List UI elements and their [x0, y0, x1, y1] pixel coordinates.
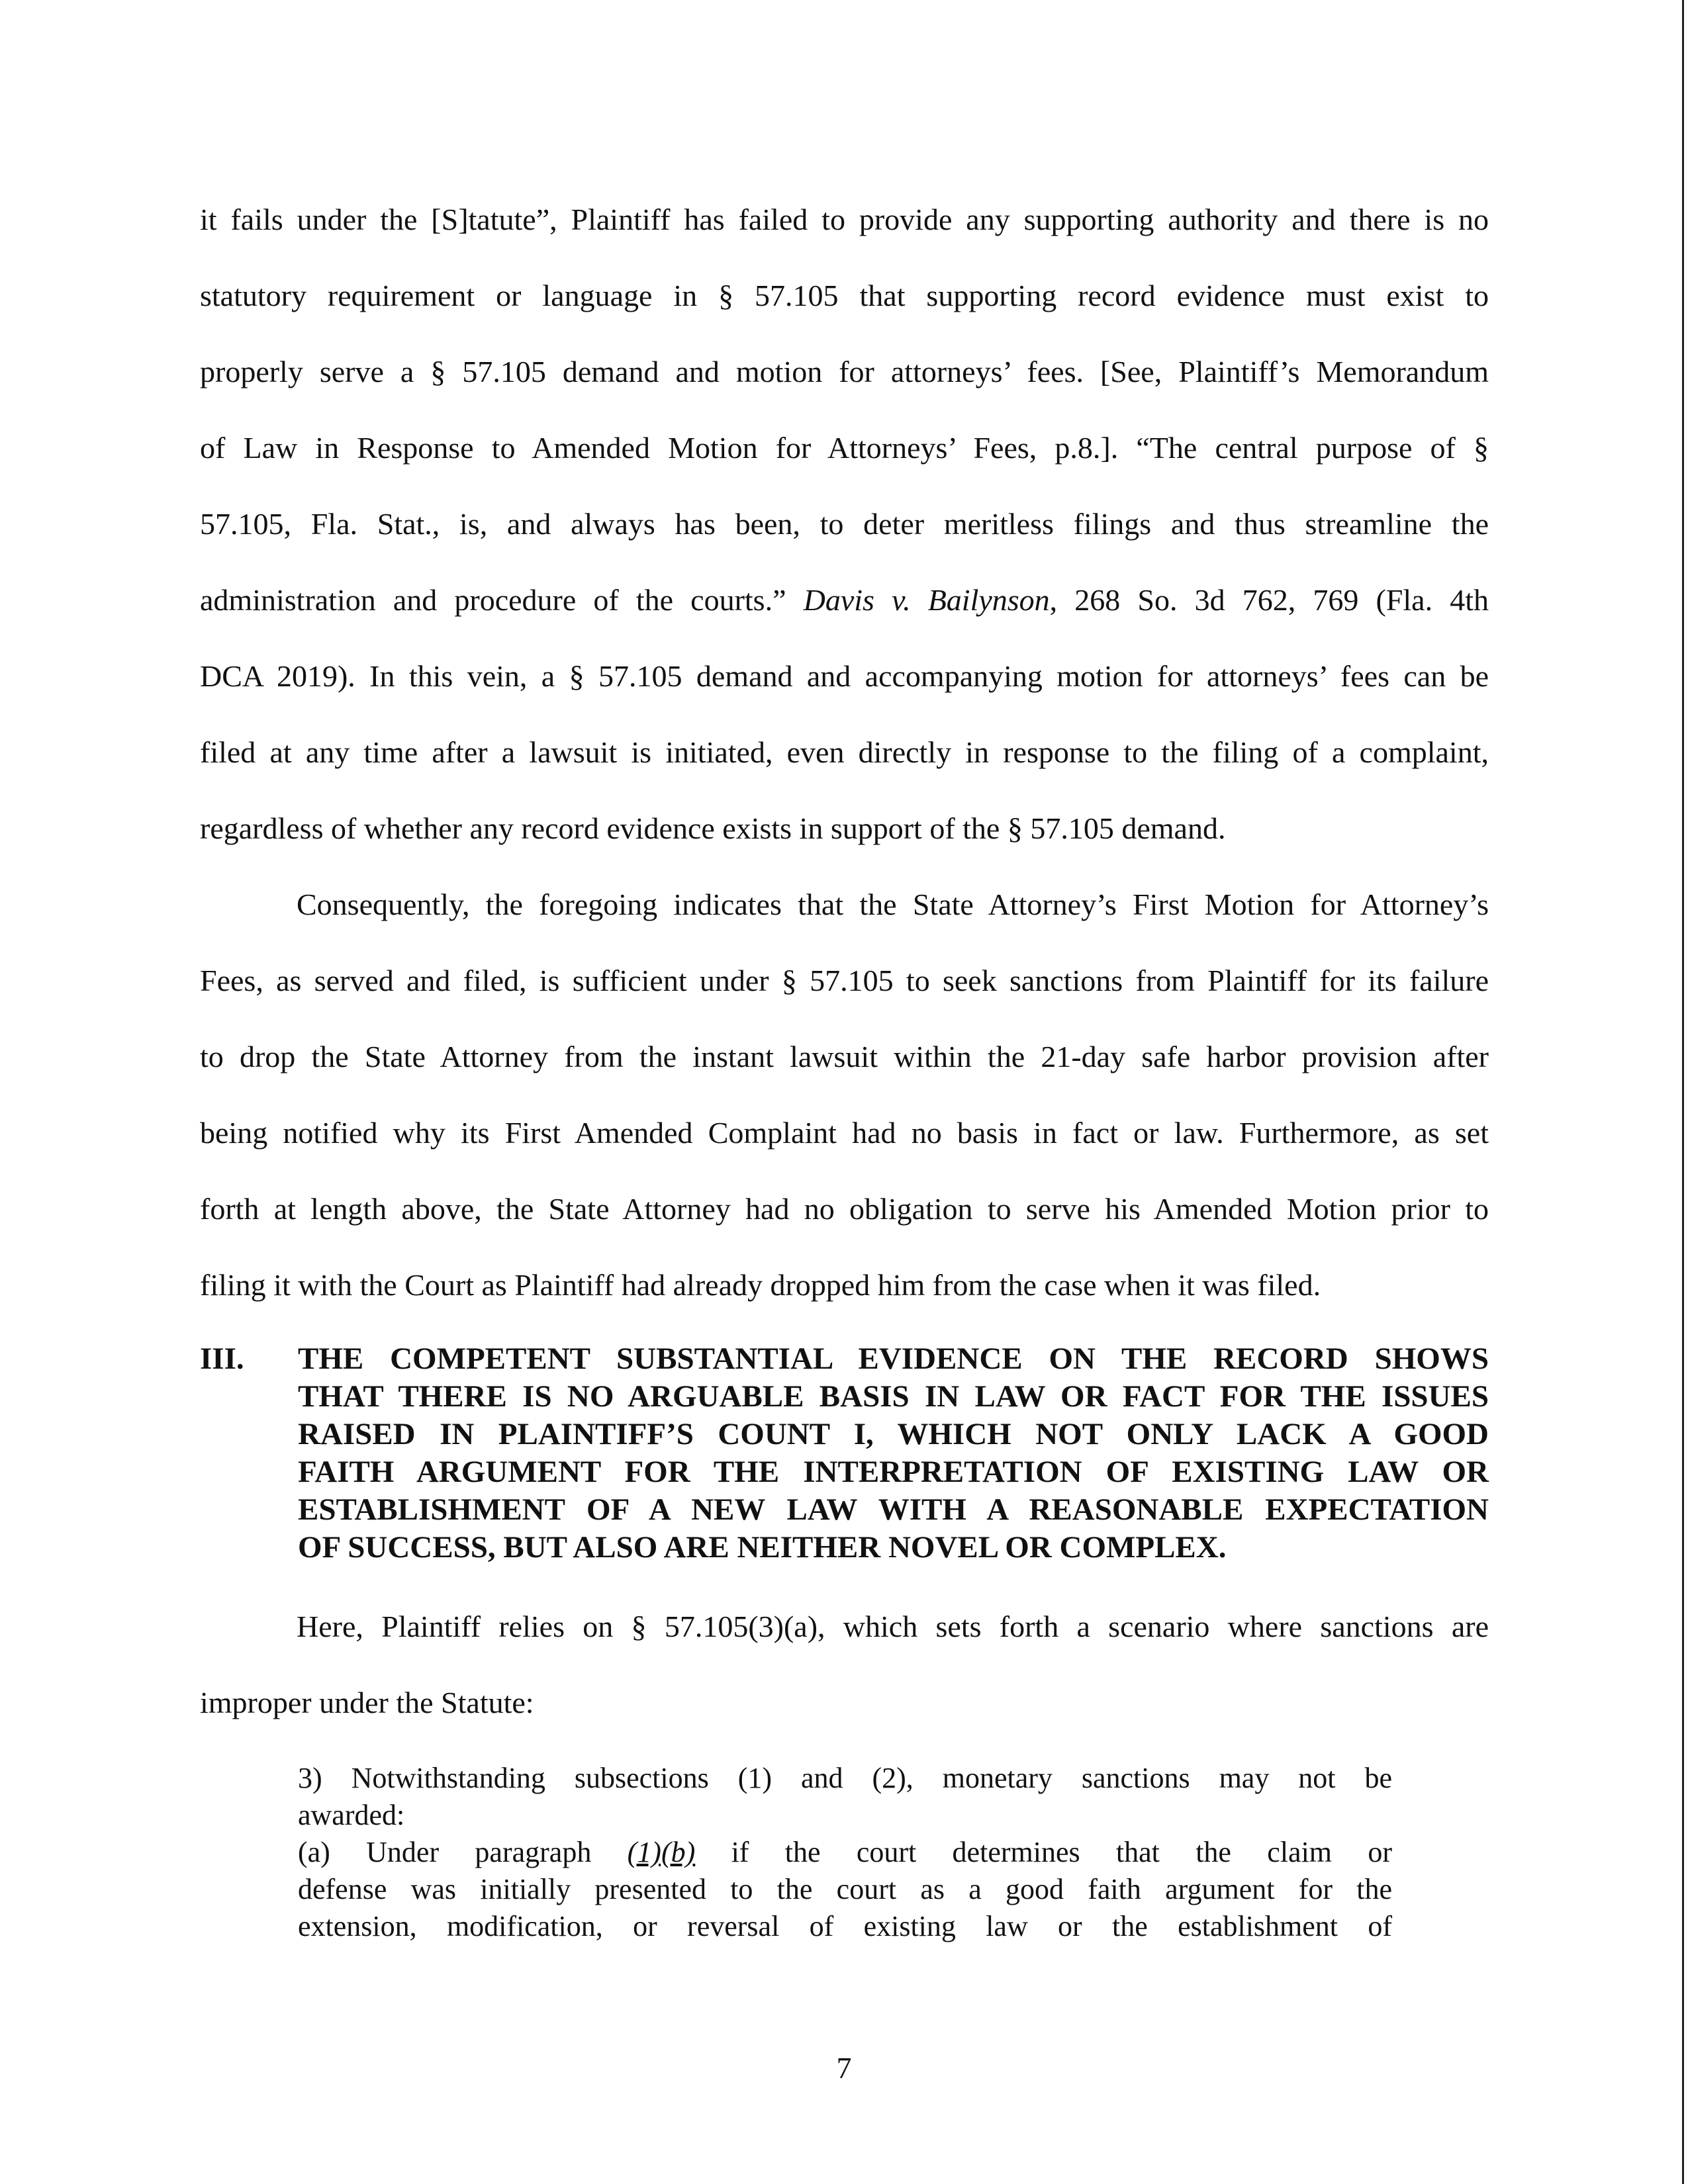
text-line: it fails under the [S]tatute”, Plaintiff has failed to provide any supporting authority and there is no [200, 203, 1489, 236]
page-number: 7 [836, 2051, 852, 2085]
text-line: Consequently, the foregoing indicates that the State Attorney’s First Motion for Attorney’s [297, 887, 1489, 921]
text-line: statutory requirement or language in § 57.105 that supporting record evidence must exist to [200, 279, 1489, 312]
text-line: Here, Plaintiff relies on § 57.105(3)(a), which sets forth a scenario where sanctions are [297, 1610, 1489, 1643]
quote-line: extension, modification, or reversal of existing law or the establishment of [298, 1910, 1392, 1942]
quote-line: awarded: [298, 1799, 405, 1831]
text-line-case-citation [200, 580, 1489, 620]
page-edge-border [1682, 0, 1684, 2184]
text-line: filing it with the Court as Plaintiff had already dropped him from the case when it was filed. [200, 1268, 1321, 1302]
text-line: properly serve a § 57.105 demand and motion for attorneys’ fees. [See, Plaintiff’s Memorandum [200, 355, 1489, 388]
heading-line: THE COMPETENT SUBSTANTIAL EVIDENCE ON THE RECORD SHOWS [298, 1342, 1489, 1376]
text-line: being notified why its First Amended Complaint had no basis in fact or law. Furthermore, as set [200, 1116, 1489, 1150]
heading-line: RAISED IN PLAINTIFF’S COUNT I, WHICH NOT ONLY LACK A GOOD [298, 1417, 1489, 1451]
quote-line: 3) Notwithstanding subsections (1) and (2), monetary sanctions may not be [298, 1762, 1392, 1794]
statute-block-quote [298, 1760, 1392, 1945]
section-number: III. [200, 1342, 244, 1376]
text-line: Fees, as served and filed, is sufficient under § 57.105 to seek sanctions from Plaintiff for its failure [200, 964, 1489, 997]
text-line: regardless of whether any record evidence exists in support of the § 57.105 demand. [200, 811, 1226, 845]
heading-line: THAT THERE IS NO ARGUABLE BASIS IN LAW OR FACT FOR THE ISSUES [298, 1379, 1489, 1414]
text-segment: if the court determines that the claim or [695, 1836, 1392, 1868]
quote-line: defense was initially presented to the court as a good faith argument for the [298, 1873, 1392, 1905]
paragraph-2 [200, 885, 1489, 1308]
case-name: Davis v. Bailynson [803, 583, 1050, 617]
text-segment: (a) Under paragraph [298, 1836, 628, 1868]
heading-line: OF SUCCESS, BUT ALSO ARE NEITHER NOVEL OR COMPLEX. [298, 1530, 1227, 1565]
text-line: filed at any time after a lawsuit is initiated, even directly in response to the filing of a complaint, [200, 735, 1489, 769]
heading-line: FAITH ARGUMENT FOR THE INTERPRETATION OF EXISTING LAW OR [298, 1455, 1489, 1489]
text-line: of Law in Response to Amended Motion for Attorneys’ Fees, p.8.]. “The central purpose of § [200, 431, 1489, 465]
text-line: to drop the State Attorney from the instant lawsuit within the 21-day safe harbor provision after [200, 1040, 1489, 1073]
statute-reference-link[interactable]: (1)(b) [627, 1836, 696, 1868]
heading-line: ESTABLISHMENT OF A NEW LAW WITH A REASONABLE EXPECTATION [298, 1492, 1489, 1527]
section-title [298, 1340, 1489, 1567]
quote-line-with-reference [298, 1834, 1392, 1871]
text-line: 57.105, Fla. Stat., is, and always has been, to deter meritless filings and thus streamline the [200, 507, 1489, 541]
paragraph-1 [200, 200, 1489, 848]
text-segment: administration and procedure of the courts.” [200, 583, 804, 617]
paragraph-3 [200, 1607, 1489, 1726]
text-line: forth at length above, the State Attorney had no obligation to serve his Amended Motion prior to [200, 1192, 1489, 1226]
text-segment: , 268 So. 3d 762, 769 (Fla. 4th [1049, 583, 1489, 617]
text-line: improper under the Statute: [200, 1686, 534, 1719]
text-line: DCA 2019). In this vein, a § 57.105 demand and accompanying motion for attorneys’ fees can be [200, 659, 1489, 693]
